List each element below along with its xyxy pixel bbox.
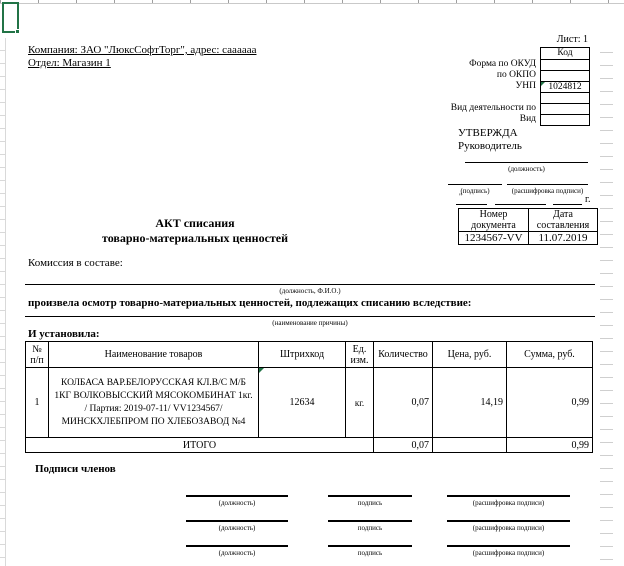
signature-hint: (подпись) (460, 187, 490, 195)
unp-value: 1024812 (548, 82, 582, 92)
total-qty-cell[interactable]: 0,07 (374, 438, 433, 453)
sheet-number: Лист: 1 (556, 34, 588, 45)
unp-value-cell[interactable] (541, 81, 589, 92)
code-table (540, 47, 590, 126)
year-suffix: г. (585, 194, 591, 205)
date-month-line (495, 204, 546, 205)
position-hint: (должность) (508, 165, 545, 173)
member1-position-hint: (должность) (218, 499, 256, 507)
approve-label: УТВЕРЖДА (458, 127, 518, 139)
date-quote-mark: " (459, 192, 463, 201)
commission-label: Комиссия в составе: (28, 257, 123, 269)
code-header-cell: Код (557, 48, 573, 58)
right-gridlines (600, 40, 613, 566)
signatures-heading: Подписи членов (35, 463, 116, 475)
col-header-name: Наименование товаров (49, 342, 259, 368)
approver-role: Руководитель (458, 140, 522, 152)
member1-sign-line (328, 495, 412, 497)
doc-title-line2: товарно-материальных ценностей (101, 231, 289, 245)
total-label-cell: ИТОГО (26, 438, 374, 453)
selected-cell[interactable] (2, 2, 19, 33)
code-table-labels (408, 59, 536, 125)
doc-meta-table (458, 208, 598, 245)
department-line: Отдел: Магазин 1 (28, 57, 111, 69)
code-label-okud: Форма по ОКУД (469, 59, 536, 69)
signature-decode-hint: (расшифровка подписи) (511, 187, 584, 195)
item-qty-cell[interactable]: 0,07 (374, 368, 433, 438)
left-gridlines (0, 38, 6, 566)
activity-value-cell[interactable] (541, 103, 589, 114)
item-unit-cell[interactable]: кг. (346, 368, 374, 438)
blank-value-cell[interactable] (541, 92, 589, 103)
member3-sign-line (328, 545, 412, 547)
item-price-cell[interactable]: 14,19 (433, 368, 507, 438)
doc-date-header: Дата составления (529, 209, 598, 232)
member2-sign-line (328, 520, 412, 522)
item-barcode-cell[interactable] (259, 368, 346, 438)
member2-position-line (186, 520, 288, 522)
member1-decode-hint: (расшифровка подписи) (472, 499, 545, 507)
col-header-price: Цена, руб. (433, 342, 507, 368)
items-table (25, 341, 593, 453)
member2-decode-line (447, 520, 570, 522)
item-name-cell[interactable]: КОЛБАСА ВАР.БЕЛОРУССКАЯ КЛ.В/С М/Б 1КГ ВОЛКОВЫССКИЙ МЯСОКОМБИНАТ 1кг. / Партия: 2019-07-11/ VV1234567/ МИНСКХЛЕБПРОМ ПО ХЛЕБОЗАВОД №4 (49, 368, 259, 438)
fill-handle-icon[interactable] (15, 29, 20, 34)
signature-line (448, 184, 502, 185)
okud-value-cell[interactable] (541, 59, 589, 70)
col-header-barcode: Штрихкод (259, 342, 346, 368)
code-label-activity: Вид деятельности по (450, 103, 536, 113)
okpo-value-cell[interactable] (541, 70, 589, 81)
doc-number-header: Номер документа (459, 209, 529, 232)
commission-line (25, 284, 595, 285)
top-gridline (0, 3, 624, 4)
doc-title-line1: АКТ списания (155, 216, 235, 230)
doc-date-value[interactable]: 11.07.2019 (529, 232, 598, 245)
member1-sign-hint: подпись (357, 499, 383, 507)
signature-decode-line (507, 184, 588, 185)
position-line (465, 162, 588, 163)
item-barcode: 12634 (289, 397, 315, 408)
reason-hint: (наименование причины) (272, 319, 348, 327)
total-price-cell[interactable] (433, 438, 507, 453)
items-header-row (26, 342, 593, 368)
code-label-okpo: по ОКПО (496, 70, 536, 80)
col-header-num: № п/п (26, 342, 49, 368)
code-label-vid: Вид (519, 114, 536, 124)
position-fio-hint: (должность, Ф.И.О.) (279, 287, 341, 295)
col-header-unit: Ед. изм. (346, 342, 374, 368)
member2-sign-hint: подпись (357, 524, 383, 532)
reason-line (25, 316, 595, 317)
member3-position-hint: (должность) (218, 549, 256, 557)
code-label-blank (408, 92, 536, 103)
doc-title (30, 216, 360, 246)
item-sum-cell[interactable]: 0,99 (507, 368, 593, 438)
member3-decode-hint: (расшифровка подписи) (472, 549, 545, 557)
cell-error-indicator-icon (541, 82, 545, 86)
member3-sign-hint: подпись (357, 549, 383, 557)
date-day-line (456, 204, 487, 205)
col-header-qty: Количество (374, 342, 433, 368)
member3-decode-line (447, 545, 570, 547)
inspection-text: произвела осмотр товарно-материальных ценностей, подлежащих списанию вследствие: (28, 297, 472, 309)
member1-position-line (186, 495, 288, 497)
cell-error-indicator-icon (259, 368, 264, 373)
code-label-unp: УНП (515, 81, 536, 91)
vid-value-cell[interactable] (541, 114, 589, 125)
col-header-sum: Сумма, руб. (507, 342, 593, 368)
company-line: Компания: ЗАО "ЛюксСофтТорг", адрес: саааааа (28, 44, 257, 56)
doc-number-value[interactable]: 1234567-VV (459, 232, 529, 245)
item-row (26, 368, 593, 438)
total-sum-cell[interactable]: 0,99 (507, 438, 593, 453)
member2-decode-hint: (расшифровка подписи) (472, 524, 545, 532)
item-num-cell[interactable]: 1 (26, 368, 49, 438)
member3-position-line (186, 545, 288, 547)
established-label: И установила: (28, 328, 100, 340)
member2-position-hint: (должность) (218, 524, 256, 532)
member1-decode-line (447, 495, 570, 497)
total-row (26, 438, 593, 453)
date-year-line (553, 204, 582, 205)
